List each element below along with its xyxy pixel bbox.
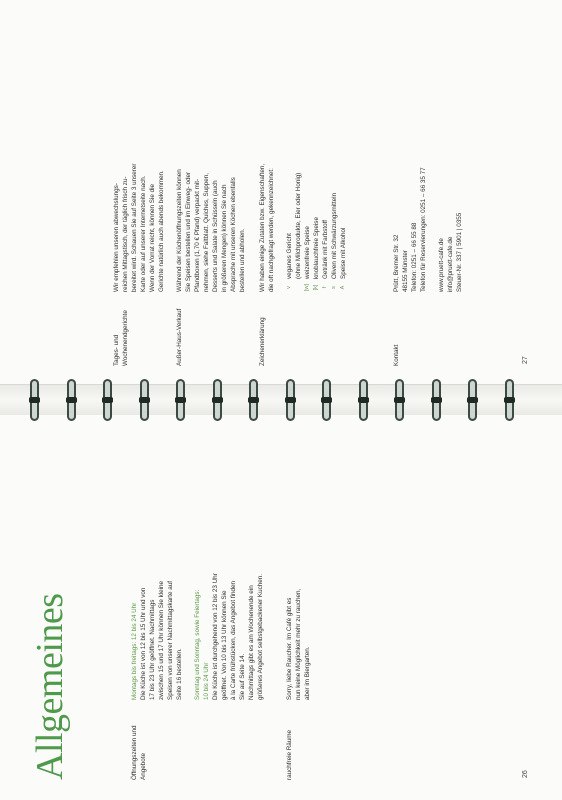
label-daily-dishes: Tages- und Wochenendgerichte	[113, 310, 129, 366]
page-number-left: 26	[522, 770, 529, 778]
website-link[interactable]: www.pruett-cafe.de	[438, 238, 445, 292]
binding-ring	[176, 379, 185, 421]
binding-ring	[249, 379, 258, 421]
legend-olives: s Oliven mit Schwärzungsmitteln	[330, 164, 339, 292]
binding-ring	[505, 379, 514, 421]
binding-ring	[322, 379, 331, 421]
legend-section: Wir haben einige Zutaten bzw. Eigenschaften, die oft nachgefragt werden, gekennzeichnet: v veganes Gericht (ohne Milchprodukte, Eier oder Honig) [w] weizenfreie Speise [k] knoblauchfreie Speise f Getränk mit Farbstoff s Oliven mit Schwärzungsmitteln A Speise mit Alkohol	[259, 163, 347, 292]
wheat-free-icon: [w]	[304, 283, 310, 292]
legend-vegan-note: (ohne Milchprodukte, Eier oder Honig)	[295, 172, 302, 279]
page-number-right: 27	[522, 356, 529, 364]
weekday-hours-heading: Montags bis freitags: 12 bis 24 Uhr	[131, 602, 138, 700]
smoke-free-text: Sorry, liebe Raucher. Im Café gibt es nun keine Möglichkeit mehr zu rauchen, aber im Biergarten.	[286, 588, 311, 700]
binding-ring	[140, 379, 149, 421]
binding-ring	[30, 379, 39, 421]
binding-ring	[213, 379, 222, 421]
tax-number: Steuer-Nr. 337 | 5901 | 0355	[456, 212, 463, 292]
opening-hours-text: Montags bis freitags: 12 bis 24 Uhr Die Küche ist von 12 bis 15 Uhr und von 17 bis 23 Uhr geöffnet. Nachmittags zwischen 15 und 17 Uhr können Sie kleine Speisen von unserer Nachmittagskarte auf Seite 16 bestellen. Sonntag und Sonntag, sowie Feiertags: 10 bis 24 Uhr Die Küche ist durchgehend von 12 bis 23 Uhr geöffnet. Von 10 bis 13 Uhr können Sie à la Carte frühstücken, das Angebot finden Sie auf Seite 14. Nachmittags gibt es am Wochenende ein größeres Angebot selbstgebackener Kuchen.	[131, 573, 264, 700]
binding-ring	[432, 379, 441, 421]
legend-vegan: v veganes Gericht	[285, 164, 294, 292]
garlic-free-icon: [k]	[313, 284, 319, 291]
binding-ring	[67, 379, 76, 421]
label-contact: Kontakt	[393, 344, 400, 366]
label-opening-hours: Öffnungszeiten und Angebote	[131, 725, 147, 780]
weekend-hours-heading: Sonntag und Sonntag, sowie Feiertags:	[194, 589, 201, 700]
binding-ring	[103, 379, 112, 421]
left-page	[0, 414, 562, 800]
alcohol-icon: A	[340, 285, 346, 290]
legend-colorant: f Getränk mit Farbstoff	[321, 164, 330, 292]
legend-alcohol: A Speise mit Alkohol	[339, 164, 348, 292]
binding-ring	[395, 379, 404, 421]
daily-dishes-text: Wir empfehlen unseren abwechslungs- reichen Mittagstisch, der täglich frisch zu- bereitet wird. Schauen Sie auf Seite 3 unserer Karte oder auf unserer Internetseite nach. Wenn der Vorrat reicht, können Sie die Gerichte natürlich auch abends bekommen.	[113, 163, 165, 292]
vegan-icon: v	[286, 286, 292, 289]
label-legend: Zeichenerklärung	[259, 317, 266, 366]
postcode-line: 48155 Münster	[402, 249, 409, 292]
phone-line: Telefon: 0251 – 66 55 88	[411, 222, 418, 292]
contact-text	[392, 167, 464, 292]
binding-ring	[468, 379, 477, 421]
label-smoke-free: rauchfreie Räume	[286, 729, 293, 780]
binding-ring	[359, 379, 368, 421]
address-line: Prütt, Bremer Str. 32	[393, 234, 400, 292]
label-takeaway: Außer-Haus-Verkauf	[176, 308, 183, 366]
binding-ring	[286, 379, 295, 421]
olive-icon: s	[331, 286, 337, 289]
legend-wheat-free: [w] weizenfreie Speise	[304, 226, 311, 292]
takeaway-text: Während der Küchenöffnungszeiten können Sie Speisen bestellen und im Einweg- oder Pfandboxen (1,70 € Pfand) verpackt mit- nehmen, siehe Faltblatt. Quiches, Suppen, Desserts und Salate in Schüsseln (auch in größeren Mengen) können Sie nach Absprache mit unseren Köchen ebenfalls bestellen und abholen.	[176, 169, 246, 292]
right-page	[0, 0, 562, 385]
page-title: Allgemeines	[29, 593, 71, 780]
email-link[interactable]: info@pruett-cafe.de	[447, 236, 454, 292]
colorant-icon: f	[322, 286, 328, 289]
reservation-phone-line: Telefon für Reservierungen: 0251 – 66 35 77	[420, 167, 427, 292]
legend-garlic-free: [k] knoblauchfreie Speise	[313, 217, 320, 291]
